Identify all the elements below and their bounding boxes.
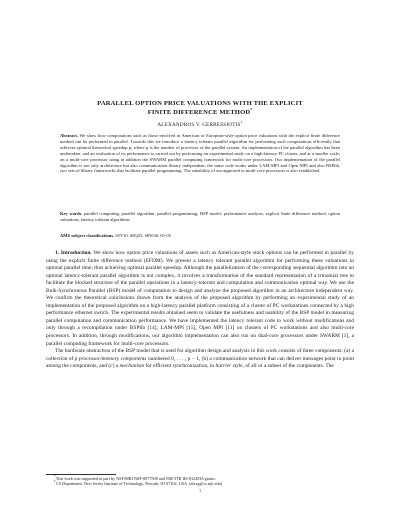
keywords-heading: Key words.	[60, 211, 83, 216]
para2-italic-2: mechanism	[119, 363, 145, 370]
section-heading: 1. Introduction.	[55, 250, 92, 256]
intro-paragraph-1	[46, 250, 354, 348]
abstract-heading: Abstract.	[60, 133, 79, 138]
footnote-rule	[46, 474, 116, 475]
ams-heading: AMS subject classifications.	[60, 233, 115, 238]
intro-paragraph-1-text: We show how option price valuations of assets such as American-style stock options can be performed in parallel by using the explicit finite difference method (EFDM). We present a latency tolerant parallel algorithm for performing these valuations in optimal parallel time, thus achieving optimal parallel speedup. Although the parallelization of the corresponding sequential algorithm into an optimal latency-tolerant parallel algorithm is not complex, it involves a transformation of the standard representation of a trinomial tree to facilitate the blocked structure of the parallel operations in a latency-tolerant and computation and communication optimal way. We use the Bulk-Synchronous Parallel (BSP) model of computation to design and analyze the proposed algorithm in an architecture independent way. We confirm the theoretical conclusions drawn from the analysis of the proposed algorithm by performing an experimental study of an implementation of the proposed algorithm on a high-latency parallel platform consisting of a cluster of PC workstations connected by a high performance ethernet switch. The experimental results obtained seem to validate the usefulness and usability of the BSP model in measuring parallel computation and communication performance. We have implemented the latency tolerant code to work without modifications and only through a recompilation under BSPlib [14], LAM-MPI [15], Open MPI [11] on clusters of PC workstations and also multi-core processors. In addition, through modifications, our algorithm implementation can also run on dual-core processors under SWARM [1], a parallel computing framework for multi-core processors.	[46, 250, 354, 347]
para2-italic-1: p processor/memory components	[74, 355, 147, 362]
abstract	[60, 133, 340, 174]
para2-italic-3: barrier style	[215, 363, 243, 370]
author-footnote-mark: †	[240, 120, 243, 125]
footnote-2-text: CS Department, New Jersey Institute of Technology, Newark, NJ 07102, USA. (alexg@cs.njit.edu)	[55, 481, 223, 487]
title-line-1: PARALLEL OPTION PRICE VALUATIONS WITH THE EXPLICIT	[97, 100, 303, 107]
keywords-text: parallel computing, parallel algorithm, parallel programming, BSP model, performance analysis, explicit finite difference method, option valuations, latency tolerant algorithms	[60, 211, 340, 222]
footnote-2-mark: †	[54, 480, 56, 485]
page-number: 1	[198, 487, 202, 493]
title-line-2	[40, 108, 360, 117]
footnote-1-mark: *	[54, 474, 56, 479]
paper-title	[40, 99, 360, 117]
para2-part-c: for efficient synchronization, in	[144, 363, 216, 370]
intro-paragraph-2	[46, 348, 354, 371]
para2-part-a: The hardware abstraction of the BSP model that is used for algorithm design and analysis in this work consists of three components: (a) a collection of	[46, 348, 354, 362]
para2-part-b: numbered 0, . . . , p − 1, (b) a communication network that can deliver messages point to point among the components, and (c) a	[46, 355, 354, 370]
footnote-2	[46, 481, 354, 486]
footnote-1-text: This work was supported in part by NSF/MRI NSF-0077508 and NSF/ITR IIS-0324816 grants.	[55, 476, 216, 481]
footnotes	[46, 476, 354, 493]
title-line-2-text: FINITE DIFFERENCE METHOD	[147, 109, 251, 116]
introduction-section	[46, 250, 354, 371]
author-line	[40, 122, 360, 128]
keywords	[60, 211, 340, 223]
ams-text: 65Y10, 68Q25, 68W40, 65-05	[115, 233, 171, 238]
title-footnote-mark: *	[250, 107, 253, 112]
author-name: ALEXANDROS V. GERBESSIOTIS	[157, 122, 241, 128]
para2-part-d: , of all or a subset of the components. The	[242, 363, 334, 370]
ams-classifications	[60, 233, 340, 239]
abstract-text: We show how computations such as those involved in American or European-style option price valuations with the explicit finite difference method can be performed in parallel. Towards this we introduce a latency tolerant parallel algorithm for performing such computations efficiently that achieves optimal theoretical speedup p, where p is the number of processor of the parallel system. An implementation of the parallel algorithm has been undertaken, and an evaluation of its performance is carried out by performing an experimental study on a high-latency PC cluster, and at a smaller scale, on a multi-core processor using in addition the SWARM parallel computing framework for multi-core processors. Our implementation of the parallel algorithm is not only architecture but also communication library independent: the same code works under LAM-MPI and Open MPI and also BSPlib, two sets of library frameworks that facilitate parallel programming. The suitability of our approach to multi-core processors is also established.	[60, 133, 340, 174]
